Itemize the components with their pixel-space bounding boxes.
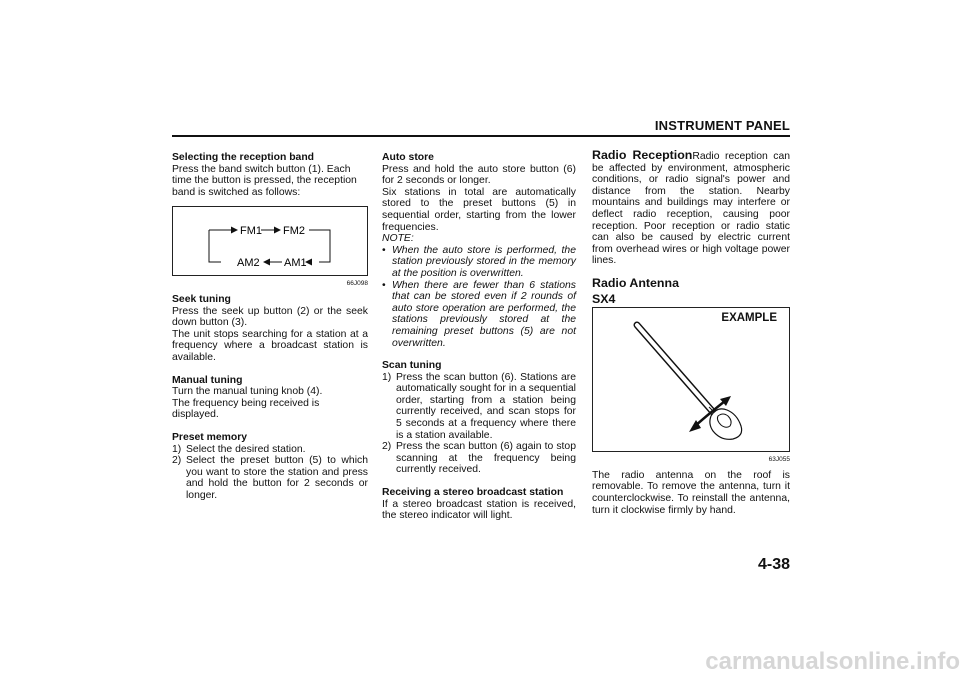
scan-tuning-steps — [382, 372, 576, 476]
list-item — [172, 444, 368, 456]
auto-store-text-2: Six stations in total are automatically stored to the preset buttons (5) in sequential order, starting from the lower frequencies. — [382, 186, 576, 233]
antenna-figure — [592, 307, 790, 452]
manual-tuning-text-2: The frequency being received is displayed. — [172, 397, 320, 421]
step-number: 1) — [382, 371, 392, 383]
seek-tuning-heading: Seek tuning — [172, 293, 231, 305]
scan-tuning-heading: Scan tuning — [382, 360, 442, 372]
note-item-text: When the auto store is performed, the station previously stored in the memory at the position is overwritten. — [392, 244, 576, 279]
antenna-text: The radio antenna on the roof is removable. To remove the antenna, turn it counterclockwise. To reinstall the antenna, turn it clockwise firmly by hand. — [592, 469, 790, 516]
band-switch-diagram — [172, 206, 368, 276]
preset-memory-heading: Preset memory — [172, 431, 248, 443]
model-sx4-heading: SX4 — [592, 291, 616, 306]
step-number: 2) — [172, 455, 182, 467]
seek-tuning-text-2: The unit stops searching for a station at a frequency where a broadcast station is available. — [172, 328, 368, 363]
radio-antenna-heading: Radio Antenna — [592, 275, 679, 290]
note-label: NOTE: — [382, 233, 414, 245]
step-text: Press the scan button (6) again to stop scanning at the frequency being currently received. — [396, 441, 576, 476]
step-text: Select the desired station. — [186, 443, 306, 455]
band-label-am1: AM1 — [284, 257, 307, 270]
radio-reception-heading: Radio Reception — [592, 148, 693, 162]
bullet: • — [382, 279, 386, 291]
note-item-text: When there are fewer than 6 stations that can be stored even if 2 rounds of auto store operation are performed, the stations previously stored at the remaining preset buttons (5) are not overwritten. — [392, 279, 576, 349]
list-item — [172, 455, 368, 501]
list-item — [382, 441, 576, 476]
figure-code-66j098: 66J098 — [346, 280, 368, 288]
band-label-fm1: FM1 — [240, 225, 262, 238]
page-number: 4-38 — [757, 556, 790, 573]
figure-code-63j055: 63J055 — [768, 456, 790, 464]
watermark: carmanualsonline.info — [705, 648, 960, 675]
manual-tuning-heading: Manual tuning — [172, 374, 243, 386]
header-rule — [172, 135, 790, 137]
column-right — [592, 150, 790, 516]
note-list — [382, 245, 576, 349]
preset-memory-steps — [172, 444, 368, 502]
page-header-title: INSTRUMENT PANEL — [654, 118, 790, 133]
manual-tuning-text-1: Turn the manual tuning knob (4). — [172, 386, 323, 398]
antenna-illustration — [593, 308, 789, 451]
column-left — [172, 152, 368, 501]
band-cycle-svg — [173, 207, 367, 275]
figure-example-label: EXAMPLE — [721, 312, 777, 325]
radio-reception-text: Radio reception can be affected by environment, atmospheric conditions, or radio signal's power and distance from the station. Nearby mountains and buildings may interfere or deflect radio reception, causing poor reception. Poor reception or radio static can also be caused by electric current from overhead wires or high voltage power lines. — [592, 151, 791, 267]
stereo-text: If a stereo broadcast station is received, the stereo indicator will light. — [382, 498, 576, 522]
step-text: Select the preset button (5) to which you want to store the station and press and hold the button for 2 seconds or longer. — [186, 455, 368, 501]
band-label-am2: AM2 — [237, 257, 260, 270]
step-text: Press the scan button (6). Stations are automatically sought for in a sequential order, starting from a station being currently received, and scan stops for 5 seconds at a frequency where there is a station available. — [396, 371, 576, 441]
stereo-heading: Receiving a stereo broadcast station — [382, 487, 564, 499]
list-item — [382, 280, 576, 350]
auto-store-heading: Auto store — [382, 152, 434, 163]
bullet: • — [382, 244, 386, 256]
selecting-band-text: Press the band switch button (1). Each time the button is pressed, the reception band is switched as follows: — [172, 163, 357, 198]
auto-store-text-1: Press and hold the auto store button (6) for 2 seconds or longer. — [382, 163, 576, 187]
column-middle — [382, 152, 576, 522]
list-item — [382, 245, 576, 280]
list-item — [382, 372, 576, 442]
band-label-fm2: FM2 — [283, 225, 305, 238]
selecting-band-heading: Selecting the reception band — [172, 152, 315, 163]
seek-tuning-text-1: Press the seek up button (2) or the seek down button (3). — [172, 305, 368, 329]
step-number: 1) — [172, 443, 182, 455]
step-number: 2) — [382, 441, 392, 453]
